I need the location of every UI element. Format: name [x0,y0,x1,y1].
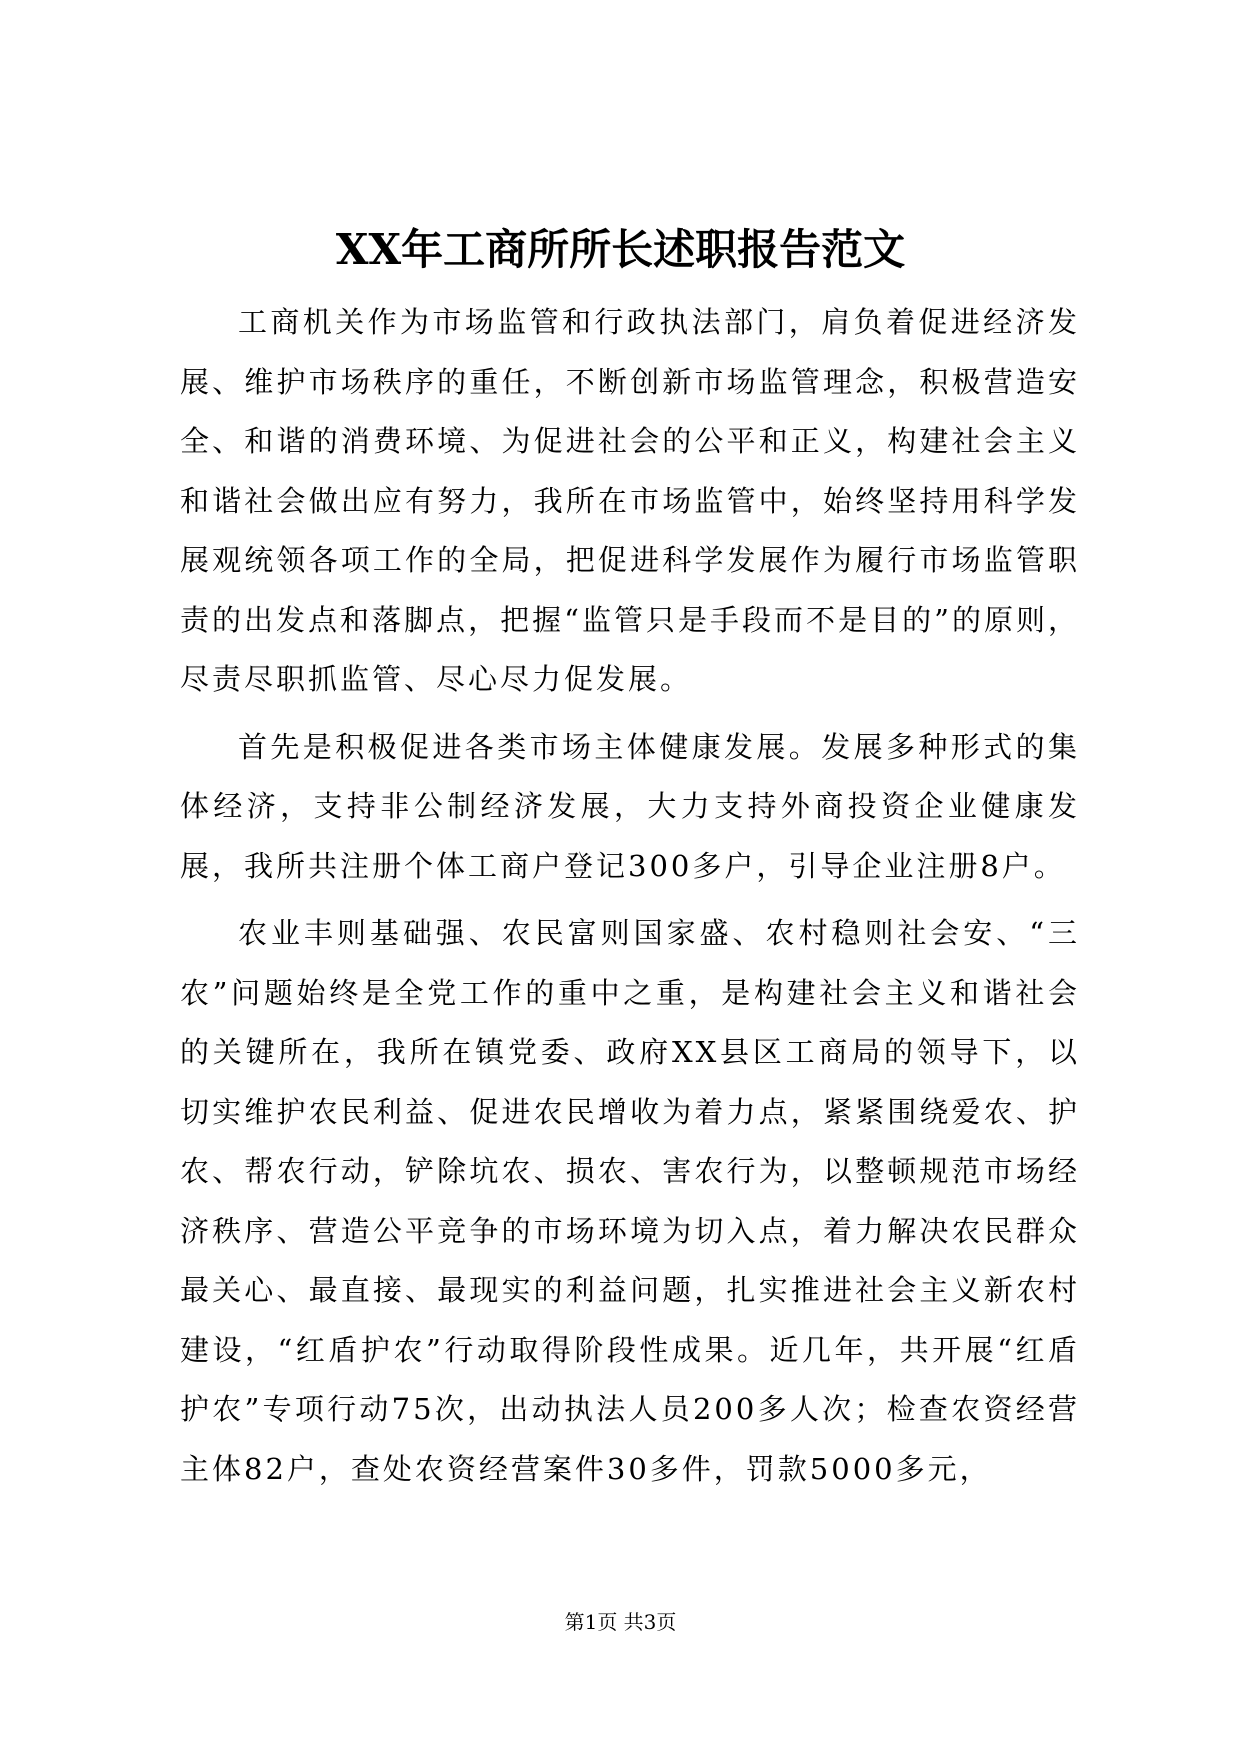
document-body [180,293,1080,1507]
document-title: XX年工商所所长述职报告范文 [335,225,906,274]
paragraph-1: 工商机关作为市场监管和行政执法部门，肩负着促进经济发展、维护市场秩序的重任，不断创新市场监管理念，积极营造安全、和谐的消费环境、为促进社会的公平和正义，构建社会主义和谐社会做出应有努力，我所在市场监管中，始终坚持用科学发展观统领各项工作的全局，把促进科学发展作为履行市场监管职责的出发点和落脚点，把握“监管只是手段而不是目的”的原则，尽责尽职抓监管、尽心尽力促发展。 [180,305,1080,696]
paragraph-3: 农业丰则基础强、农民富则国家盛、农村稳则社会安、“三农”问题始终是全党工作的重中之重，是构建社会主义和谐社会的关键所在，我所在镇党委、政府XX县区工商局的领导下，以切实维护农民利益、促进农民增收为着力点，紧紧围绕爱农、护农、帮农行动，铲除坑农、损农、害农行为，以整顿规范市场经济秩序、营造公平竞争的市场环境为切入点，着力解决农民群众最关心、最直接、最现实的利益问题，扎实推进社会主义新农村建设，“红盾护农”行动取得阶段性成果。近几年，共开展“红盾护农”专项行动75次，出动执法人员200多人次；检查农资经营主体82户，查处农资经营案件30多件，罚款5000多元， [180,916,1080,1486]
paragraph-2: 首先是积极促进各类市场主体健康发展。发展多种形式的集体经济，支持非公制经济发展，大力支持外商投资企业健康发展，我所共注册个体工商户登记300多户，引导企业注册8户。 [180,729,1080,883]
page-number-footer: 第1页 共3页 [564,1610,677,1634]
